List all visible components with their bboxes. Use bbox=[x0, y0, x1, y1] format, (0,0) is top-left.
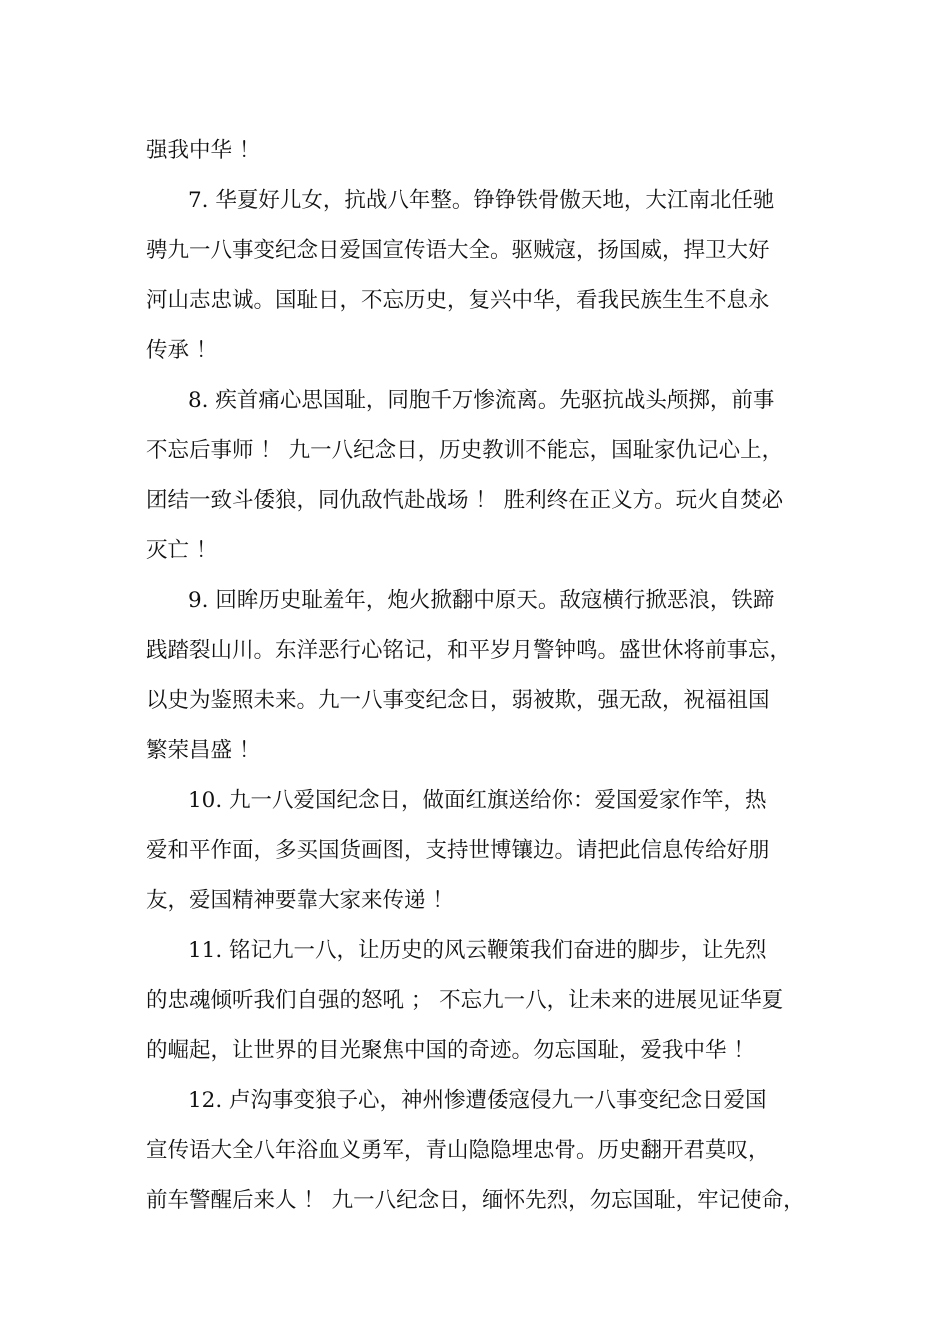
text-line: 不忘后事师 ！ 九一八纪念日，历史教训不能忘，国耻家仇记心上， bbox=[146, 438, 784, 463]
text-line: 践踏裂山川。东洋恶行心铭记，和平岁月警钟鸣。盛世休将前事忘， bbox=[146, 638, 792, 663]
text-line: 9. 回眸历史耻羞年，炮火掀翻中原天。敌寇横行掀恶浪，铁蹄 bbox=[188, 588, 775, 613]
text-line: 7. 华夏好儿女，抗战八年整。铮铮铁骨傲天地，大江南北任驰 bbox=[188, 188, 775, 213]
text-line: 宣传语大全八年浴血义勇军，青山隐隐埋忠骨。历史翻开君莫叹， bbox=[146, 1138, 770, 1163]
text-line: 的忠魂倾听我们自强的怒吼 ； 不忘九一八，让未来的进展见证华夏 bbox=[146, 988, 784, 1013]
text-line: 前车警醒后来人 ！ 九一八纪念日，缅怀先烈，勿忘国耻，牢记使命， bbox=[146, 1188, 805, 1213]
text-line: 的崛起，让世界的目光聚焦中国的奇迹。勿忘国耻，爱我中华 ！ bbox=[146, 1038, 755, 1063]
text-line: 强我中华 ！ bbox=[146, 138, 261, 163]
text-line: 12. 卢沟事变狼子心，神州惨遭倭寇侵九一八事变纪念日爱国 bbox=[188, 1088, 767, 1113]
text-line: 传承 ！ bbox=[146, 338, 218, 363]
text-line: 团结一致斗倭狼，同仇敌忾赴战场 ！ 胜利终在正义方。玩火自焚必 bbox=[146, 488, 784, 513]
text-line: 10. 九一八爱国纪念日，做面红旗送给你：爱国爱家作竿，热 bbox=[188, 788, 767, 813]
text-line: 以史为鉴照未来。九一八事变纪念日，弱被欺，强无敌，祝福祖国 bbox=[146, 688, 770, 713]
text-line: 灭亡 ！ bbox=[146, 538, 218, 563]
text-line: 爱和平作面，多买国货画图，支持世博镶边。请把此信息传给好朋 bbox=[146, 838, 770, 863]
text-line: 繁荣昌盛 ！ bbox=[146, 738, 261, 763]
text-line: 河山志忠诚。国耻日，不忘历史，复兴中华，看我民族生生不息永 bbox=[146, 288, 770, 313]
text-line: 11. 铭记九一八，让历史的风云鞭策我们奋进的脚步，让先烈 bbox=[188, 938, 767, 963]
text-line: 8. 疾首痛心思国耻，同胞千万惨流离。先驱抗战头颅掷，前事 bbox=[188, 388, 775, 413]
text-line: 友，爱国精神要靠大家来传递 ！ bbox=[146, 888, 454, 913]
text-line: 骋九一八事变纪念日爱国宣传语大全。驱贼寇，扬国威，捍卫大好 bbox=[146, 238, 770, 263]
